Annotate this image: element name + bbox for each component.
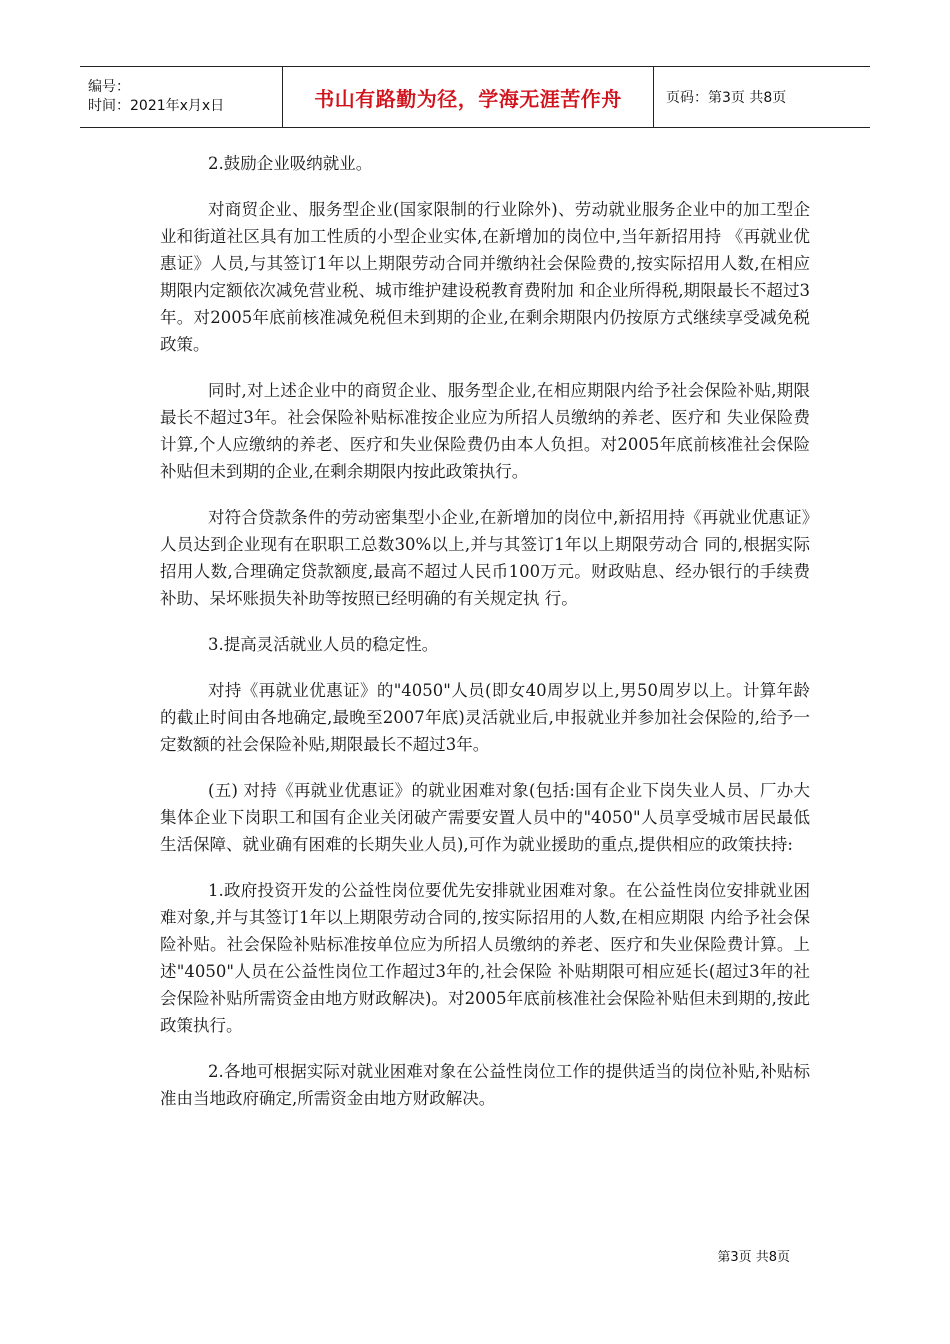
footer-page-number: 第3页 共8页 (717, 1250, 790, 1265)
paragraph: 2.鼓励企业吸纳就业。 (208, 154, 373, 173)
document-body (160, 150, 810, 1131)
paragraph: 对符合贷款条件的劳动密集型小企业,在新增加的岗位中,新招用持《再就业优惠证》人员达到企业现有在职职工总数30%以上,并与其签订1年以上期限劳动合 同的,根据实际招用人数,合理确定贷款额度,最高不超过人民币100万元。财政贴息、经办银行的手续费补助、呆坏账损失补助等按照已经明确的有关规定执 行。 (160, 508, 810, 608)
paragraph: 3.提高灵活就业人员的稳定性。 (208, 635, 439, 654)
paragraph: 对商贸企业、服务型企业(国家限制的行业除外)、劳动就业服务企业中的加工型企业和街道社区具有加工性质的小型企业实体,在新增加的岗位中,当年新招用持 《再就业优惠证》人员,与其签订1年以上期限劳动合同并缴纳社会保险费的,按实际招用人数,在相应期限内定额依次减免营业税、城市维护建设税教育费附加 和企业所得税,期限最长不超过3年。对2005年底前核准减免税但未到期的企业,在剩余期限内仍按原方式继续享受减免税政策。 (160, 200, 810, 354)
paragraph: 对持《再就业优惠证》的"4050"人员(即女40周岁以上,男50周岁以上。计算年龄的截止时间由各地确定,最晚至2007年底)灵活就业后,申报就业并参加社会保险的,给予一定数额的社会保险补贴,期限最长不超过3年。 (160, 681, 810, 754)
paragraph: 同时,对上述企业中的商贸企业、服务型企业,在相应期限内给予社会保险补贴,期限最长不超过3年。社会保险补贴标准按企业应为所招人员缴纳的养老、医疗和 失业保险费计算,个人应缴纳的养老、医疗和失业保险费仍由本人负担。对2005年底前核准社会保险补贴但未到期的企业,在剩余期限内按此政策执行。 (160, 381, 810, 481)
header-motto: 书山有路勤为径，学海无涯苦作舟 (282, 67, 654, 127)
document-date-label: 时间：2021年x月x日 (88, 98, 225, 114)
page-header (80, 66, 870, 128)
header-page-number: 页码：第3页 共8页 (666, 90, 787, 106)
paragraph: 1.政府投资开发的公益性岗位要优先安排就业困难对象。在公益性岗位安排就业困难对象,并与其签订1年以上期限劳动合同的,按实际招用的人数,在相应期限 内给予社会保险补贴。社会保险补贴标准按单位应为所招人员缴纳的养老、医疗和失业保险费计算。上述"4050"人员在公益性岗位工作超过3年的,社会保险 补贴期限可相应延长(超过3年的社会保险补贴所需资金由地方财政解决)。对2005年底前核准社会保险补贴但未到期的,按此政策执行。 (160, 881, 810, 1035)
header-meta (80, 67, 282, 127)
paragraph: (五) 对持《再就业优惠证》的就业困难对象(包括:国有企业下岗失业人员、厂办大集体企业下岗职工和国有企业关闭破产需要安置人员中的"4050"人员享受城市居民最低生活保障、就业确有困难的长期失业人员),可作为就业援助的重点,提供相应的政策扶持: (160, 781, 810, 854)
paragraph: 2.各地可根据实际对就业困难对象在公益性岗位工作的提供适当的岗位补贴,补贴标准由当地政府确定,所需资金由地方财政解决。 (160, 1062, 810, 1108)
document-number-label: 编号： (88, 79, 130, 95)
